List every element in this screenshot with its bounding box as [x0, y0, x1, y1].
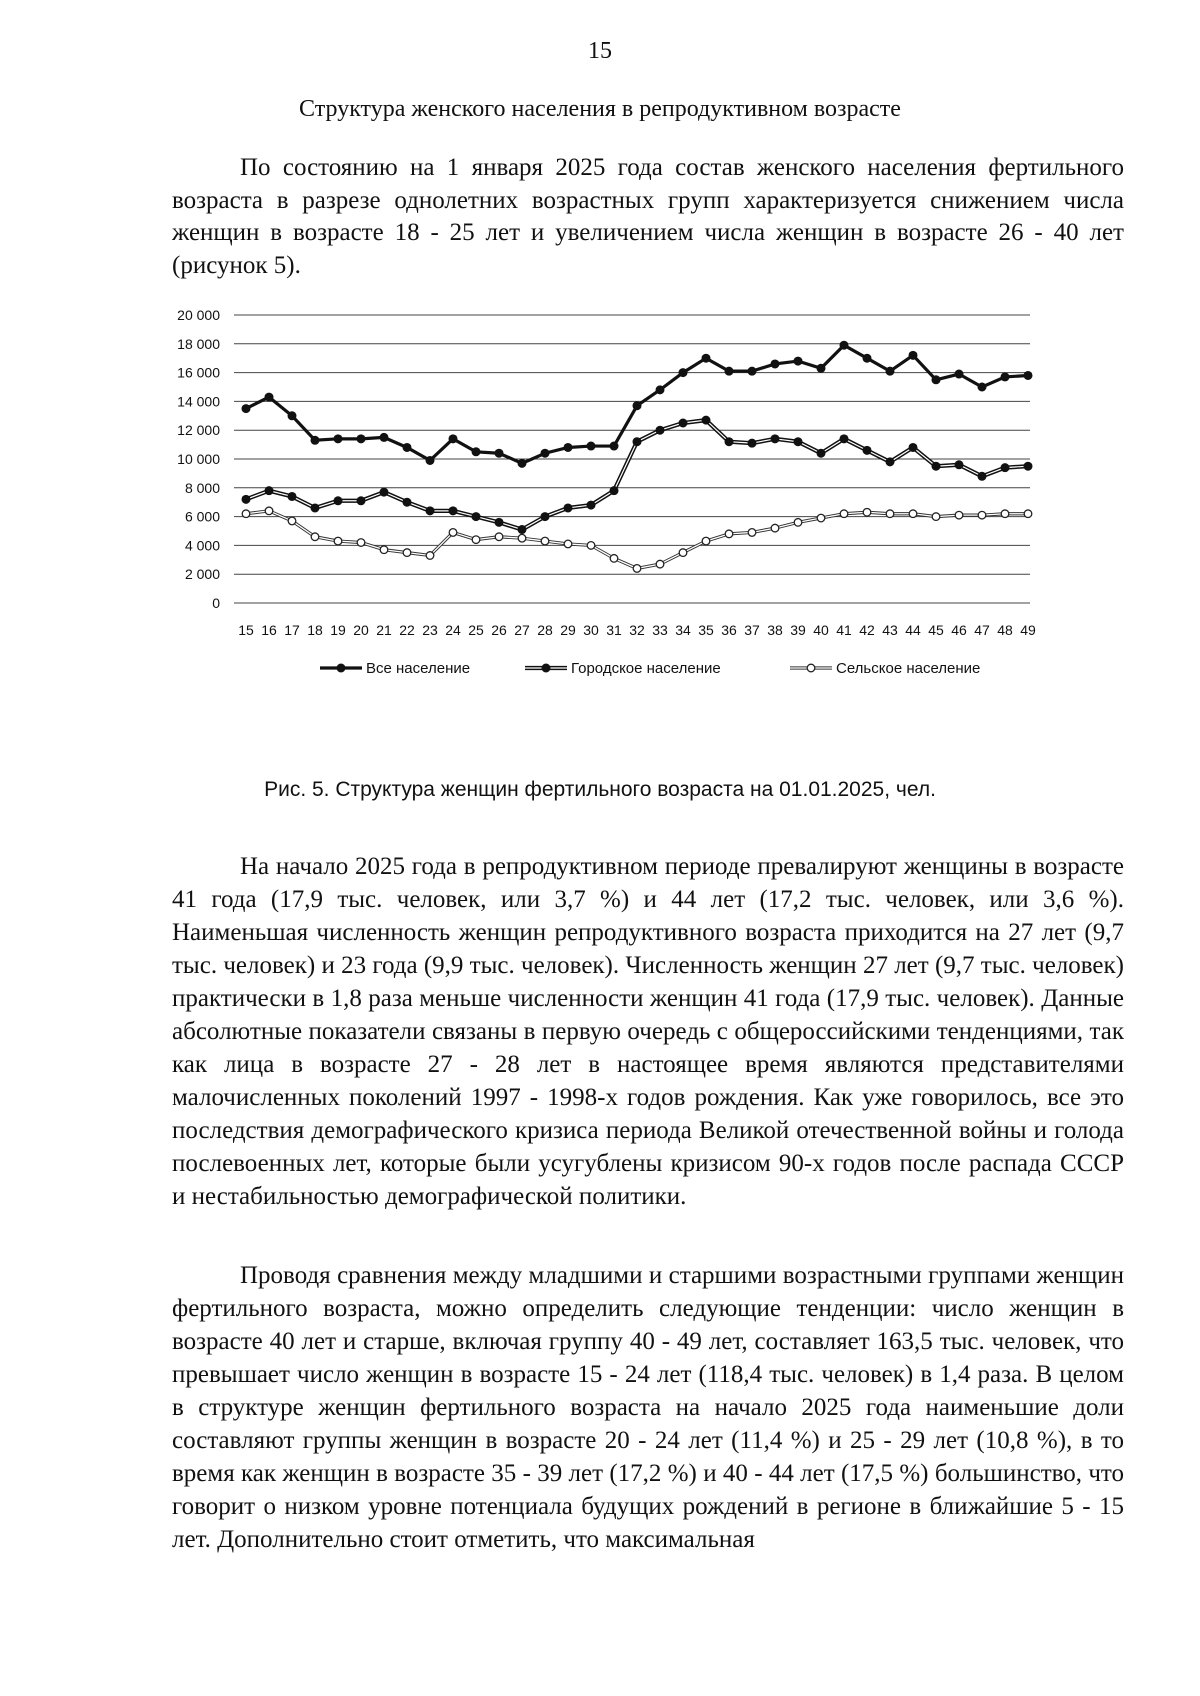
- x-tick-label: 44: [905, 622, 921, 638]
- series-point-urban: [472, 512, 481, 521]
- x-tick-label: 39: [790, 622, 806, 638]
- series-point-rural: [725, 530, 733, 538]
- series-point-urban: [495, 518, 504, 527]
- series-point-all: [909, 351, 918, 360]
- x-tick-label: 29: [560, 622, 576, 638]
- series-point-rural: [380, 546, 388, 554]
- series-point-all: [771, 359, 780, 368]
- section-heading: Структура женского населения в репродуктивном возрасте: [299, 96, 901, 122]
- series-point-rural: [748, 529, 756, 537]
- series-point-rural: [426, 552, 434, 560]
- series-point-rural: [288, 517, 296, 525]
- series-point-urban: [1024, 462, 1033, 471]
- x-tick-label: 19: [330, 622, 346, 638]
- x-tick-label: 43: [882, 622, 898, 638]
- x-tick-label: 22: [399, 622, 415, 638]
- series-point-urban: [725, 437, 734, 446]
- series-point-rural: [1024, 510, 1032, 518]
- series-point-urban: [242, 495, 251, 504]
- series-point-all: [978, 383, 987, 392]
- x-tick-label: 20: [353, 622, 369, 638]
- series-point-rural: [564, 540, 572, 548]
- series-point-all: [357, 434, 366, 443]
- series-point-all: [403, 443, 412, 452]
- series-point-urban: [357, 496, 366, 505]
- y-tick-label: 10 000: [177, 451, 220, 467]
- x-tick-label: 41: [836, 622, 852, 638]
- series-point-all: [380, 433, 389, 442]
- series-point-rural: [771, 524, 779, 532]
- x-tick-label: 23: [422, 622, 438, 638]
- intro-paragraph: По состоянию на 1 января 2025 года состав женского населения фертильного возраста в разрезе однолетних возрастных групп характеризуется снижением числа женщин в возрасте 18 - 25 лет и увеличением числа женщин в возрасте 26 - 40 лет (рисунок 5).: [172, 154, 1124, 279]
- y-tick-label: 14 000: [177, 393, 220, 410]
- x-tick-label: 25: [468, 622, 484, 638]
- series-point-urban: [909, 443, 918, 452]
- x-tick-label: 15: [238, 622, 254, 638]
- series-point-all: [449, 434, 458, 443]
- series-point-all: [1024, 371, 1033, 380]
- series-point-rural: [679, 549, 687, 557]
- series-point-all: [748, 367, 757, 376]
- y-tick-label: 0: [212, 595, 220, 611]
- series-point-urban: [978, 472, 987, 481]
- series-point-rural: [495, 533, 503, 541]
- x-tick-label: 26: [491, 622, 507, 638]
- series-point-all: [541, 449, 550, 458]
- y-tick-label: 18 000: [177, 335, 220, 352]
- series-point-urban: [449, 506, 458, 515]
- series-point-rural: [242, 510, 250, 518]
- series-point-all: [932, 375, 941, 384]
- series-point-all: [334, 434, 343, 443]
- analysis-paragraph: На начало 2025 года в репродуктивном периоде превалируют женщины в возрасте 41 года (17,9 тыс. человек, или 3,7 %) и 44 лет (17,2 тыс. человек, или 3,6 %). Наименьшая численность женщин репродуктивного возраста приходится на 27 лет (9,7 тыс. человек) и 23 года (9,9 тыс. человек). Численность женщин 27 лет (9,7 тыс. человек) практически в 1,8 раза меньше численности женщин 41 года (17,9 тыс. человек). Данные абсолютные показатели связаны в первую очередь с общероссийскими тенденциями, так как лица в возрасте 27 - 28 лет в настоящее время являются представителями малочисленных поколений 1997 - 1998-х годов рождения. Как уже говорилось, все это последствия демографического кризиса периода Великой отечественной войны и голода послевоенных лет, которые были усугублены кризисом 90-х годов после распада СССР и нестабильностью демографической политики.: [172, 853, 1124, 1210]
- series-point-all: [633, 401, 642, 410]
- series-point-urban: [886, 457, 895, 466]
- series-point-urban: [955, 460, 964, 469]
- series-point-rural: [472, 536, 480, 544]
- x-tick-label: 40: [813, 622, 829, 638]
- page-number: 15: [588, 38, 612, 64]
- x-tick-label: 36: [721, 622, 737, 638]
- y-tick-label: 12 000: [177, 422, 220, 439]
- series-point-rural: [794, 519, 802, 527]
- series-point-all: [679, 368, 688, 377]
- series-point-all: [265, 393, 274, 402]
- x-tick-label: 34: [675, 622, 691, 638]
- series-point-urban: [1001, 463, 1010, 472]
- legend-label: Городское население: [571, 660, 721, 677]
- series-point-rural: [863, 508, 871, 516]
- series-point-all: [702, 354, 711, 363]
- series-point-all: [311, 436, 320, 445]
- series-point-rural: [909, 510, 917, 518]
- series-point-rural: [357, 539, 365, 547]
- comparison-paragraph: Проводя сравнения между младшими и старшими возрастными группами женщин фертильного возраста, можно определить следующие тенденции: число женщин в возрасте 40 лет и старше, включая группу 40 - 49 лет, составляет 163,5 тыс. человек, что превышает число женщин в возрасте 15 - 24 лет (118,4 тыс. человек) в 1,4 раза. В целом в структуре женщин фертильного возраста на начало 2025 года наименьшие доли составляют группы женщин в возрасте 20 - 24 лет (11,4 %) и 25 - 29 лет (10,8 %), в то время как женщин в возрасте 35 - 39 лет (17,2 %) и 40 - 44 лет (17,5 %) большинство, что говорит о низком уровне потенциала будущих рождений в регионе в ближайшие 5 - 15 лет. Дополнительно стоит отметить, что максимальная: [172, 1262, 1124, 1553]
- series-point-all: [426, 456, 435, 465]
- x-tick-label: 24: [445, 622, 461, 638]
- series-point-urban: [656, 426, 665, 435]
- series-point-urban: [311, 503, 320, 512]
- series-point-urban: [840, 434, 849, 443]
- series-point-all: [886, 367, 895, 376]
- series-point-all: [863, 354, 872, 363]
- series-point-urban: [633, 437, 642, 446]
- x-tick-label: 48: [997, 622, 1013, 638]
- series-point-all: [955, 370, 964, 379]
- series-point-urban: [771, 434, 780, 443]
- x-tick-label: 46: [951, 622, 967, 638]
- series-point-rural: [403, 549, 411, 557]
- figure-caption: Рис. 5. Структура женщин фертильного возраста на 01.01.2025, чел.: [264, 778, 936, 801]
- series-point-urban: [794, 437, 803, 446]
- series-point-urban: [380, 488, 389, 497]
- series-point-all: [518, 459, 527, 468]
- legend-marker-all: [337, 664, 346, 673]
- series-point-rural: [541, 537, 549, 545]
- series-point-rural: [656, 560, 664, 568]
- x-tick-label: 35: [698, 622, 714, 638]
- x-tick-label: 38: [767, 622, 783, 638]
- series-point-rural: [633, 565, 641, 573]
- chart-svg: [170, 307, 1130, 745]
- series-point-all: [610, 442, 619, 451]
- x-tick-label: 18: [307, 622, 323, 638]
- series-point-rural: [955, 511, 963, 519]
- series-point-all: [817, 364, 826, 373]
- x-tick-label: 45: [928, 622, 944, 638]
- y-tick-label: 20 000: [177, 307, 220, 323]
- series-point-rural: [265, 507, 273, 515]
- series-point-urban: [748, 439, 757, 448]
- series-point-all: [725, 367, 734, 376]
- x-tick-label: 32: [629, 622, 645, 638]
- series-point-urban: [817, 449, 826, 458]
- series-point-all: [472, 447, 481, 456]
- series-point-urban: [518, 525, 527, 534]
- legend-marker-rural: [807, 664, 815, 672]
- series-point-rural: [334, 537, 342, 545]
- series-point-rural: [886, 510, 894, 518]
- series-point-urban: [564, 503, 573, 512]
- legend-marker-urban: [542, 664, 551, 673]
- series-point-urban: [610, 486, 619, 495]
- series-point-rural: [817, 514, 825, 522]
- series-point-urban: [863, 446, 872, 455]
- series-point-all: [242, 404, 251, 413]
- series-point-all: [1001, 372, 1010, 381]
- series-point-urban: [587, 501, 596, 510]
- series-point-urban: [288, 492, 297, 501]
- series-point-urban: [403, 498, 412, 507]
- fertile-women-line-chart: [170, 307, 1130, 745]
- x-tick-label: 33: [652, 622, 668, 638]
- series-point-rural: [1001, 510, 1009, 518]
- series-point-rural: [978, 511, 986, 519]
- series-point-urban: [265, 486, 274, 495]
- y-tick-label: 16 000: [177, 364, 220, 381]
- y-tick-label: 8 000: [184, 479, 220, 496]
- series-point-rural: [518, 534, 526, 542]
- series-point-rural: [311, 533, 319, 541]
- x-tick-label: 16: [261, 622, 277, 638]
- series-point-rural: [932, 513, 940, 521]
- y-tick-label: 2 000: [184, 566, 220, 583]
- series-point-all: [840, 341, 849, 350]
- series-point-rural: [840, 510, 848, 518]
- series-point-rural: [610, 555, 618, 563]
- series-point-all: [587, 442, 596, 451]
- x-tick-label: 30: [583, 622, 599, 638]
- series-point-urban: [679, 419, 688, 428]
- series-point-all: [495, 449, 504, 458]
- x-tick-label: 28: [537, 622, 553, 638]
- legend-label: Сельское население: [836, 660, 981, 677]
- x-tick-label: 37: [744, 622, 760, 638]
- series-point-urban: [932, 462, 941, 471]
- x-tick-label: 27: [514, 622, 530, 638]
- series-point-all: [656, 385, 665, 394]
- y-tick-label: 4 000: [184, 537, 220, 554]
- series-point-rural: [587, 542, 595, 550]
- x-tick-label: 49: [1020, 622, 1036, 638]
- x-tick-label: 17: [284, 622, 300, 638]
- series-point-rural: [449, 529, 457, 537]
- series-point-all: [794, 357, 803, 366]
- x-tick-label: 21: [376, 622, 392, 638]
- series-point-urban: [702, 416, 711, 425]
- legend-label: Все население: [366, 660, 471, 677]
- y-tick-label: 6 000: [184, 508, 220, 525]
- series-point-all: [564, 443, 573, 452]
- series-point-urban: [426, 506, 435, 515]
- x-tick-label: 42: [859, 622, 875, 638]
- x-tick-label: 31: [606, 622, 622, 638]
- series-point-urban: [541, 512, 550, 521]
- series-point-all: [288, 411, 297, 420]
- series-point-urban: [334, 496, 343, 505]
- x-tick-label: 47: [974, 622, 990, 638]
- series-point-rural: [702, 537, 710, 545]
